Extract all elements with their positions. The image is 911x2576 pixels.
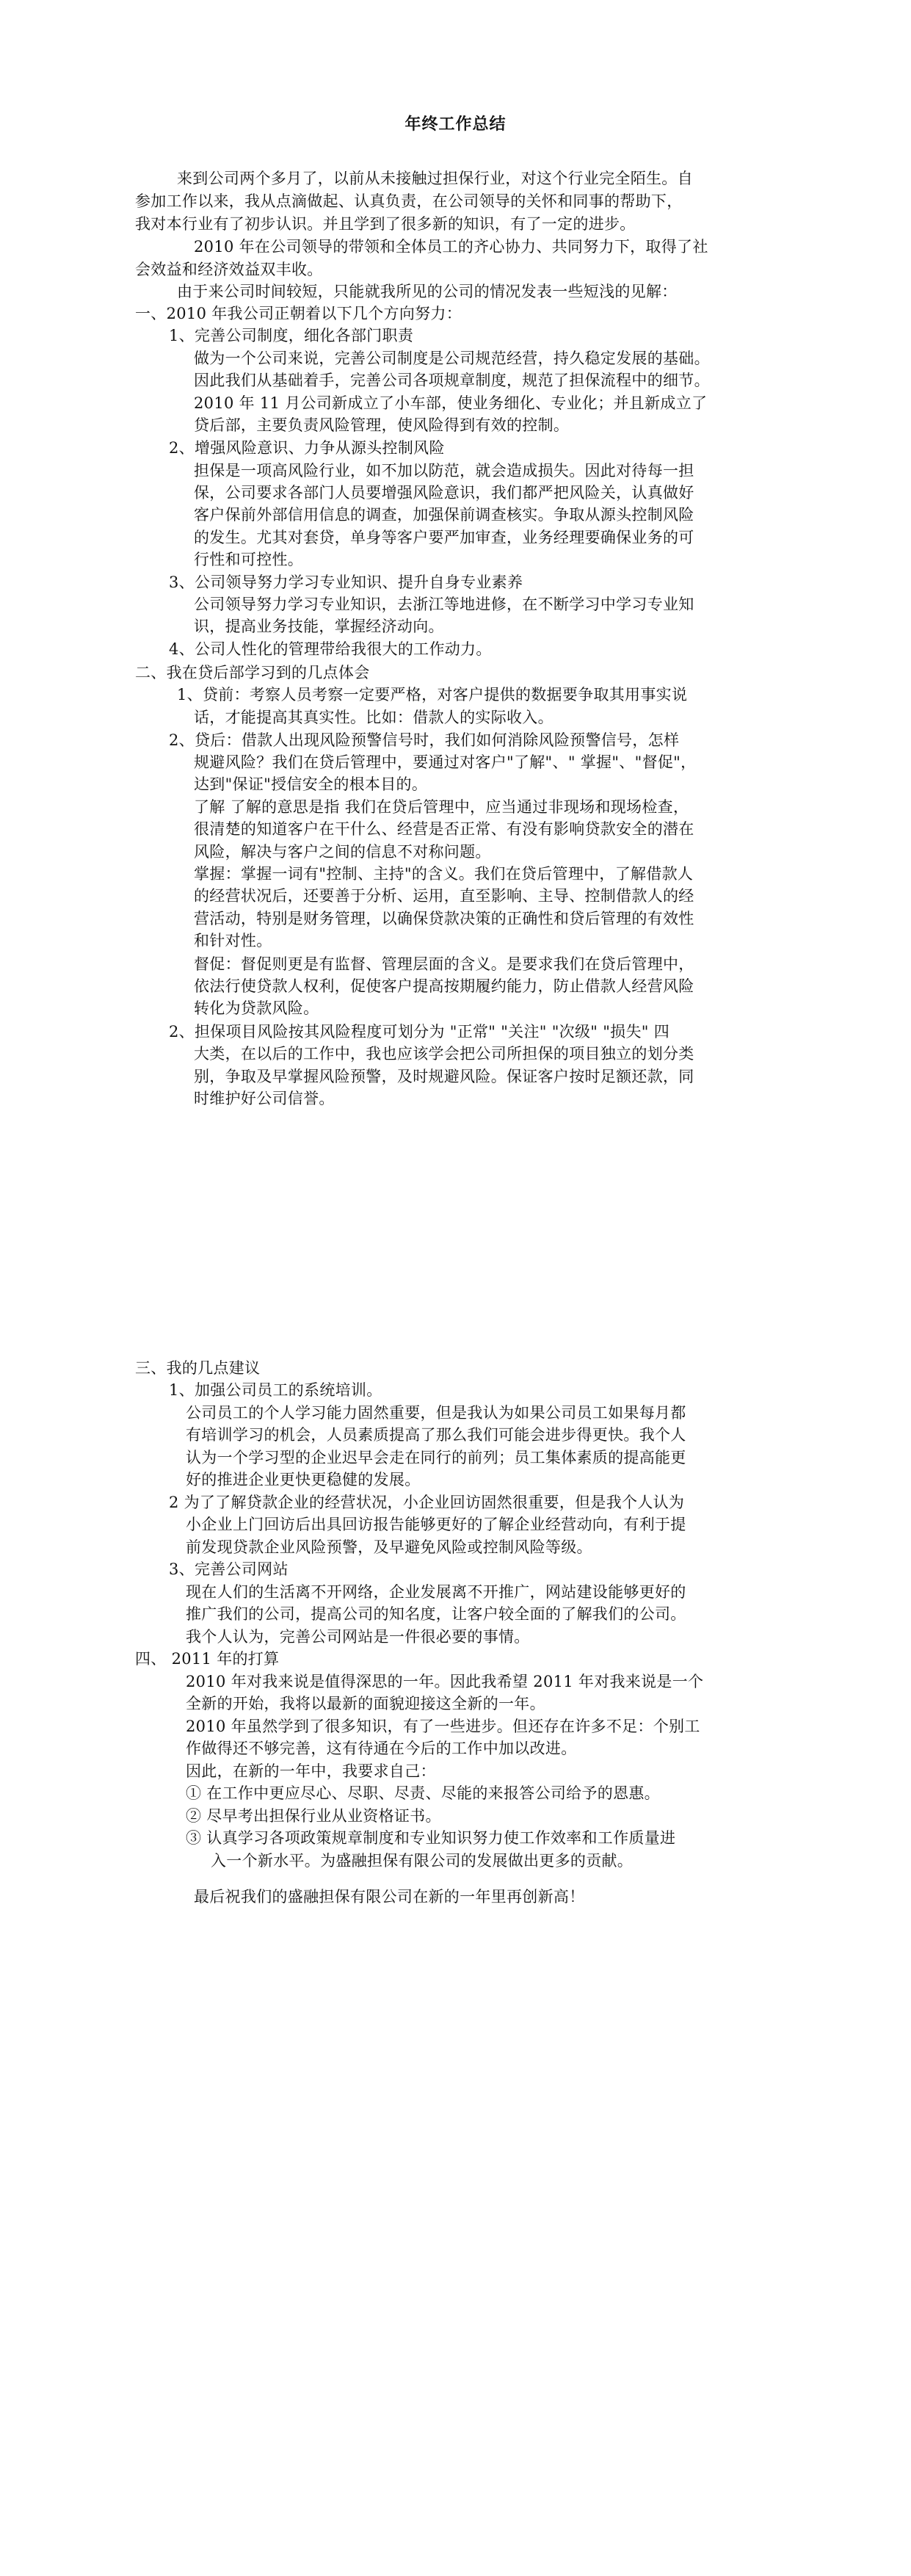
body-line: 的发生。尤其对套贷，单身等客户要严加审查，业务经理要确保业务的可 <box>194 529 694 546</box>
body-line: 担保是一项高风险行业，如不加以防范，就会造成损失。因此对待每一担 <box>194 462 694 480</box>
body-line: 2010 年对我来说是值得深思的一年。因此我希望 2011 年对我来说是一个 <box>186 1673 704 1690</box>
body-line: 好的推进企业更快更稳健的发展。 <box>186 1471 421 1488</box>
body-line: 2、担保项目风险按其风险程度可划分为 "正常" "关注" "次级" "损失" 四 <box>169 1023 670 1041</box>
body-line: 现在人们的生活离不开网络，企业发展离不开推广，网站建设能够更好的 <box>186 1583 686 1601</box>
body-line: 时维护好公司信誉。 <box>194 1090 335 1107</box>
body-line: 有培训学习的机会，人员素质提高了那么我们可能会进步得更快。我个人 <box>186 1426 686 1444</box>
body-line: 2、增强风险意识、力争从源头控制风险 <box>169 439 445 457</box>
body-line: 很清楚的知道客户在干什么、经营是否正常、有没有影响贷款安全的潜在 <box>194 820 694 838</box>
body-line: 保，公司要求各部门人员要增强风险意识，我们都严把风险关，认真做好 <box>194 484 694 502</box>
body-line: 作做得还不够完善，这有待通在今后的工作中加以改进。 <box>186 1740 577 1757</box>
body-line: 规避风险？我们在贷后管理中，要通过对客户"了解"、" 掌握"、"督促"， <box>194 753 697 771</box>
body-line: 我对本行业有了初步认识。并且学到了很多新的知识，有了一定的进步。 <box>135 215 636 233</box>
body-line: 会效益和经济效益双丰收。 <box>135 261 323 278</box>
body-line: 营活动，特别是财务管理，以确保贷款决策的正确性和贷后管理的有效性 <box>194 910 694 927</box>
body-line: 2 为了了解贷款企业的经营状况，小企业回访固然很重要，但是我个人认为 <box>169 1494 685 1511</box>
body-line: 做为一个公司来说，完善公司制度是公司规范经营，持久稳定发展的基础。 <box>194 350 710 367</box>
body-line: 来到公司两个多月了，以前从未接触过担保行业，对这个行业完全陌生。自 <box>177 170 693 187</box>
body-line: 1、加强公司员工的系统培训。 <box>169 1381 382 1399</box>
body-line: 参加工作以来，我从点滴做起、认真负责，在公司领导的关怀和同事的帮助下， <box>135 192 683 210</box>
body-line: 一、2010 年我公司正朝着以下几个方向努力： <box>135 305 462 322</box>
body-line: 二、我在贷后部学习到的几点体会 <box>135 664 370 681</box>
body-line: 四、 2011 年的打算 <box>135 1650 280 1668</box>
body-line: 4、公司人性化的管理带给我很大的工作动力。 <box>169 640 492 658</box>
body-line: 2010 年 11 月公司新成立了小车部，使业务细化、专业化；并且新成立了 <box>194 394 708 412</box>
body-line: 公司领导努力学习专业知识，去浙江等地进修，在不断学习中学习专业知 <box>194 596 694 613</box>
body-line: 2、贷后：借款人出现风险预警信号时，我们如何消除风险预警信号，怎样 <box>169 731 680 749</box>
body-line: 客户保前外部信用信息的调查，加强保前调查核实。争取从源头控制风险 <box>194 506 694 524</box>
body-line: 风险，解决与客户之间的信息不对称问题。 <box>194 843 491 861</box>
body-line: 和针对性。 <box>194 932 272 949</box>
body-line: 转化为贷款风险。 <box>194 999 319 1017</box>
body-line: 别，争取及早掌握风险预警，及时规避风险。保证客户按时足额还款，同 <box>194 1068 694 1085</box>
body-line: 识，提高业务技能，掌握经济动向。 <box>194 618 444 635</box>
body-line: 行性和可控性。 <box>194 551 304 568</box>
body-line: 三、我的几点建议 <box>135 1359 261 1377</box>
document-title: 年终工作总结 <box>404 115 507 134</box>
body-line: 认为一个学习型的企业迟早会走在同行的前列；员工集体素质的提高能更 <box>186 1449 686 1466</box>
body-line: 2010 年在公司领导的带领和全体员工的齐心协力、共同努力下，取得了社 <box>194 238 708 256</box>
body-line: 全新的开始，我将以最新的面貌迎接这全新的一年。 <box>186 1695 545 1712</box>
body-line: 3、完善公司网站 <box>169 1560 288 1578</box>
body-line: 1、完善公司制度，细化各部门职责 <box>169 327 414 344</box>
body-line: 依法行使贷款人权利，促使客户提高按期履约能力，防止借款人经营风险 <box>194 977 694 995</box>
body-line: ② 尽早考出担保行业从业资格证书。 <box>186 1807 441 1825</box>
body-line: 2010 年虽然学到了很多知识，有了一些进步。但还存在许多不足：个别工 <box>186 1718 700 1735</box>
body-line: 公司员工的个人学习能力固然重要，但是我认为如果公司员工如果每月都 <box>186 1404 686 1422</box>
body-line: 了解 了解的意思是指 我们在贷后管理中，应当通过非现场和现场检查， <box>194 798 689 816</box>
body-line: 3、公司领导努力学习专业知识、提升自身专业素养 <box>169 574 523 591</box>
body-line: 我个人认为，完善公司网站是一件很必要的事情。 <box>186 1628 530 1646</box>
body-line: 大类，在以后的工作中，我也应该学会把公司所担保的项目独立的划分类 <box>194 1045 694 1063</box>
body-line: 贷后部，主要负责风险管理，使风险得到有效的控制。 <box>194 416 570 434</box>
body-line: ③ 认真学习各项政策规章制度和专业知识努力使工作效率和工作质量进 <box>186 1829 676 1847</box>
body-line: 1、贷前：考察人员考察一定要严格，对客户提供的数据要争取其用事实说 <box>177 686 688 703</box>
body-line: 前发现贷款企业风险预警，及早避免风险或控制风险等级。 <box>186 1538 592 1556</box>
body-line: 小企业上门回访后出具回访报告能够更好的了解企业经营动向，有利于提 <box>186 1516 686 1533</box>
body-line: 的经营状况后，还要善于分析、运用，直至影响、主导、控制借款人的经 <box>194 887 694 905</box>
body-line: 由于来公司时间较短，只能就我所见的公司的情况发表一些短浅的见解： <box>177 283 678 300</box>
body-line: 掌握：掌握一词有"控制、主持"的含义。我们在贷后管理中，了解借款人 <box>194 865 694 883</box>
body-line: 最后祝我们的盛融担保有限公司在新的一年里再创新高！ <box>194 1888 585 1906</box>
body-line: 推广我们的公司，提高公司的知名度，让客户较全面的了解我们的公司。 <box>186 1605 686 1623</box>
body-line: 入一个新水平。为盛融担保有限公司的发展做出更多的贡献。 <box>211 1852 634 1870</box>
body-line: 因此，在新的一年中，我要求自己： <box>186 1762 436 1780</box>
body-line: 因此我们从基础着手，完善公司各项规章制度，规范了担保流程中的细节。 <box>194 372 710 389</box>
body-line: 话，才能提高其真实性。比如：借款人的实际收入。 <box>194 709 554 726</box>
body-line: 督促：督促则更是有监督、管理层面的含义。是要求我们在贷后管理中， <box>194 955 694 973</box>
body-line: 达到"保证"授信安全的根本目的。 <box>194 775 428 793</box>
body-line: ① 在工作中更应尽心、尽职、尽责、尽能的来报答公司给予的恩惠。 <box>186 1784 660 1802</box>
